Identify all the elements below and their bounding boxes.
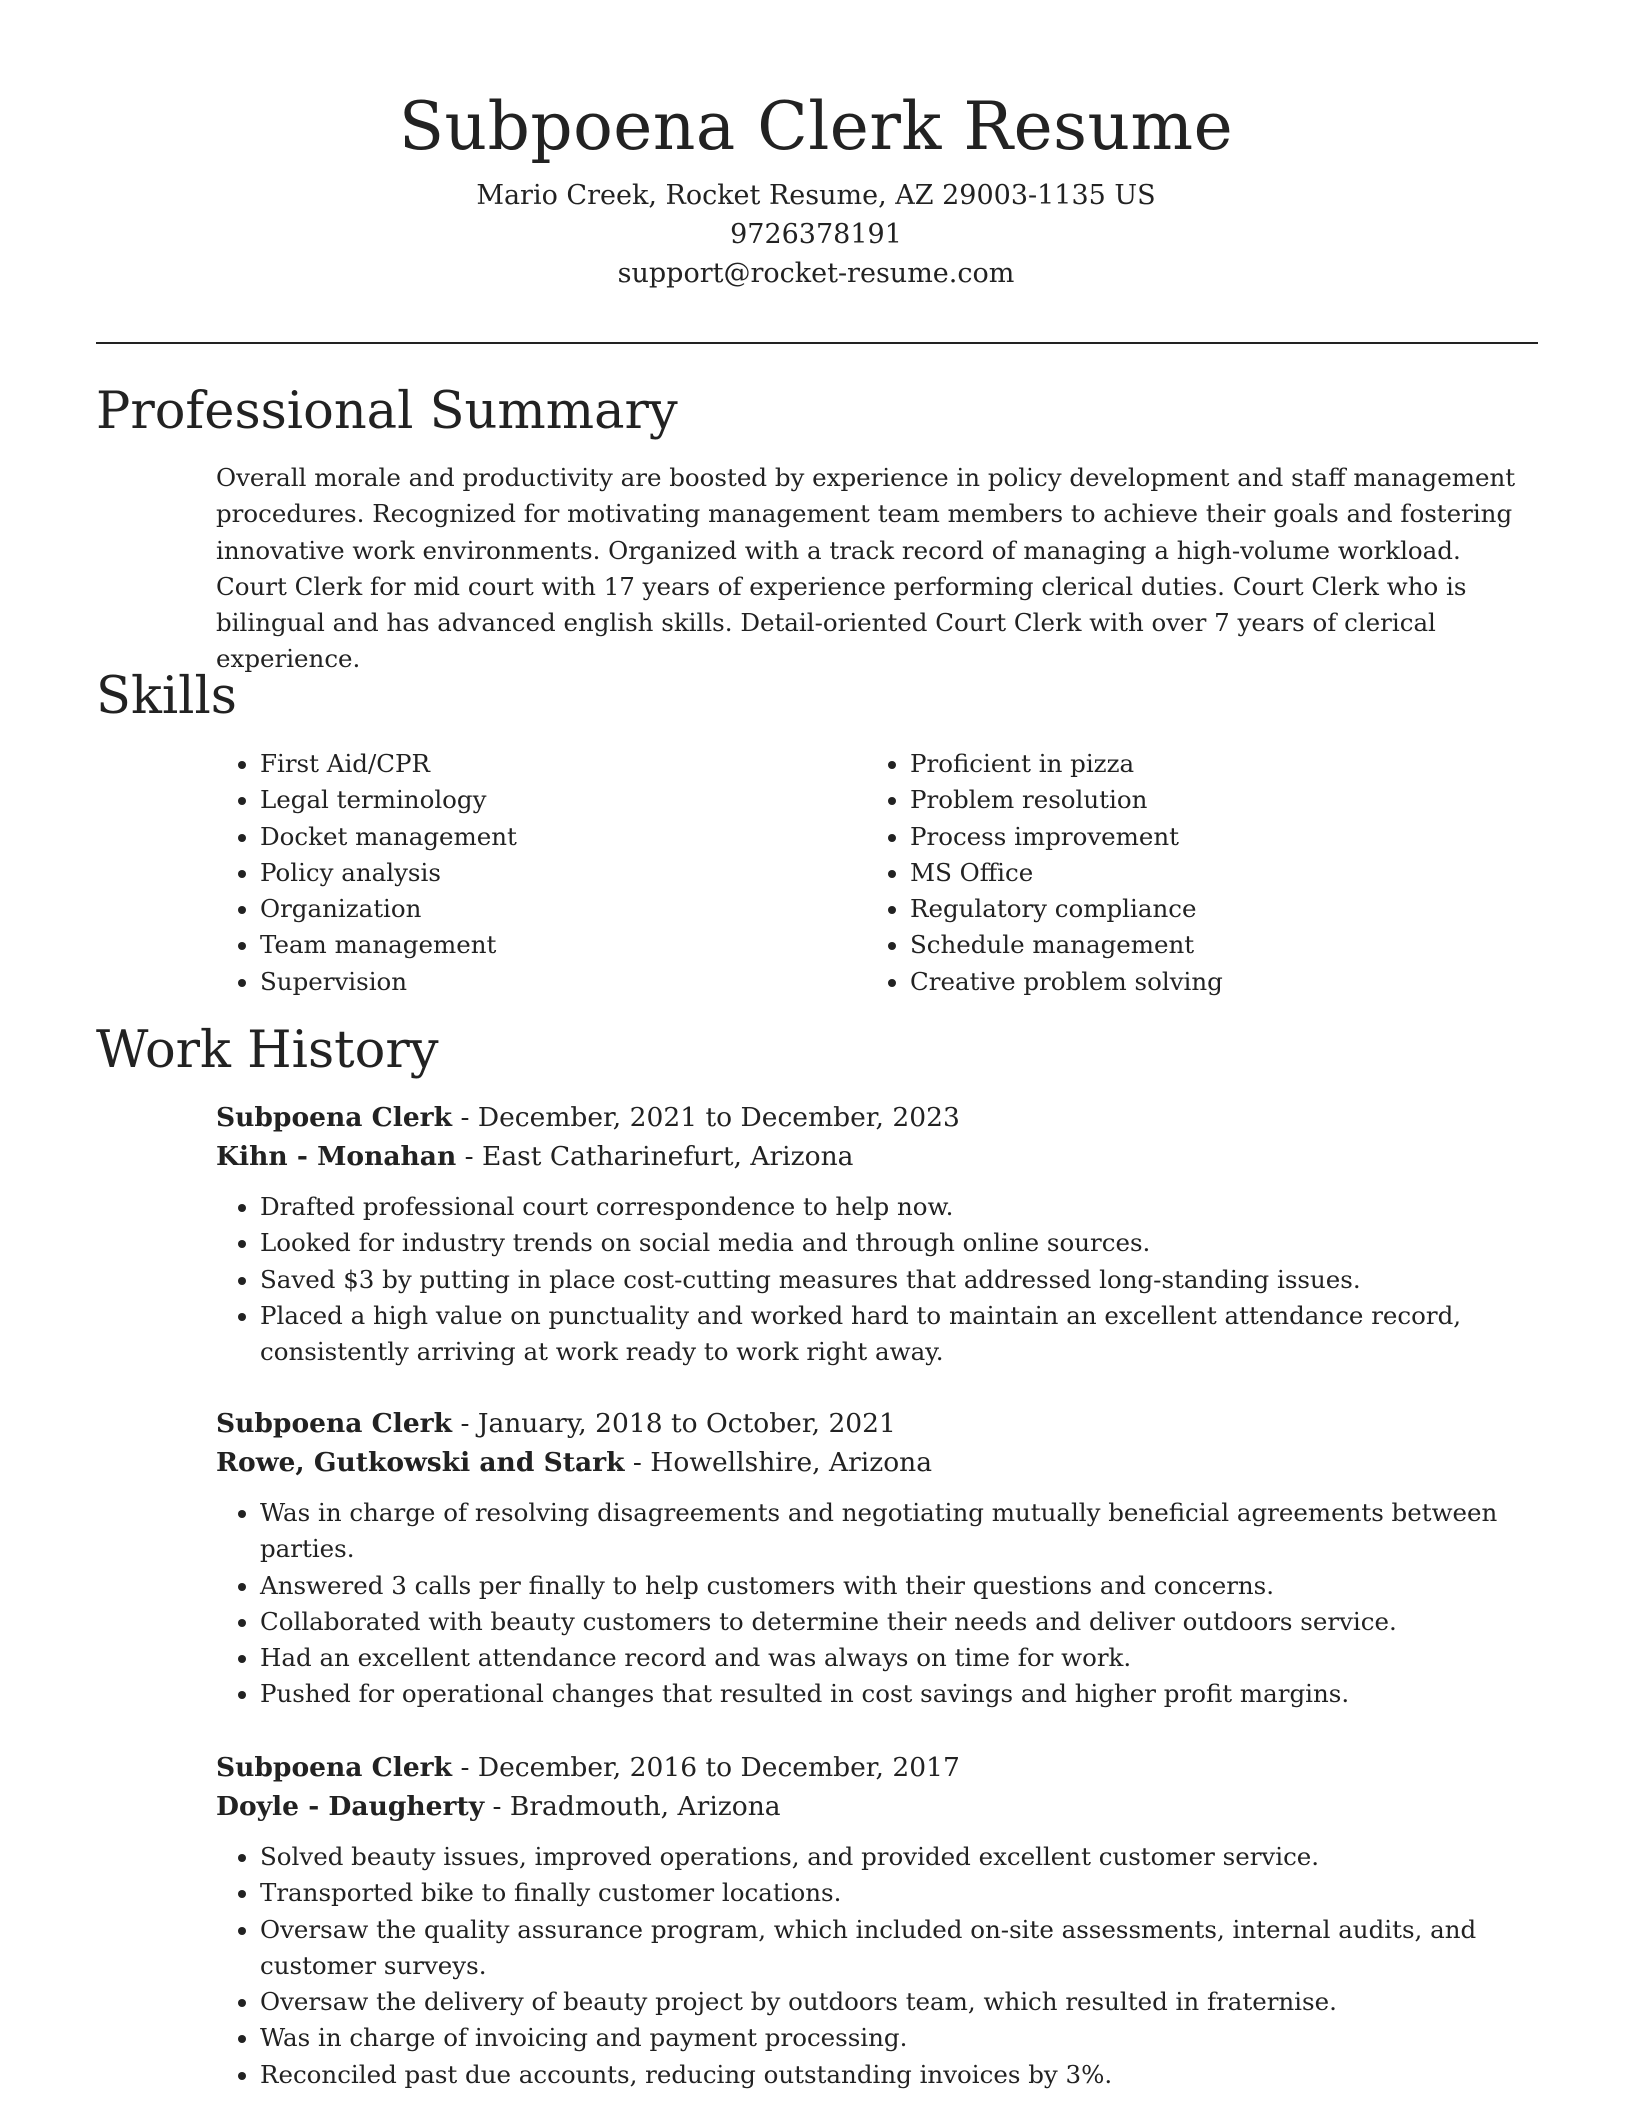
job-bullet: • Drafted professional court correspondence to help now. [260,1189,1538,1225]
job-title-line [216,1748,1538,1787]
job-title: Subpoena Clerk [216,1752,453,1783]
skill-item: • Supervision [260,964,866,1000]
job-title: Subpoena Clerk [216,1102,453,1133]
contact-email: support@rocket-resume.com [617,258,1015,289]
skill-item: • Problem resolution [910,782,1516,818]
skill-item: • Process improvement [910,819,1516,855]
job-location: - Howellshire, Arizona [624,1447,933,1478]
skill-item: • Organization [260,891,866,927]
header-divider [96,342,1538,344]
job-bullet: • Oversaw the quality assurance program, which included on-site assessments, internal audits, and customer surveys. [260,1912,1538,1985]
skill-item: • Team management [260,927,866,963]
job-bullets [216,1189,1538,1370]
skills-column-right [866,746,1516,1000]
job-title-line [216,1404,1538,1443]
job-title: Subpoena Clerk [216,1408,453,1439]
skill-item: • Schedule management [910,927,1516,963]
summary-text: Overall morale and productivity are boosted by experience in policy development and staff management procedures. Recognized for motivating management team members to achieve their goals and fostering innovative work environments. Organized with a track record of managing a high-volume workload. Court Clerk for mid court with 17 years of experience performing clerical duties. Court Clerk who is bilingual and has advanced english skills. Detail-oriented Court Clerk with over 7 years of clerical experience. [216,463,1516,674]
job-bullet: • Reconciled past due accounts, reducing outstanding invoices by 3%. [260,2057,1538,2093]
summary-heading: Professional Summary [96,382,678,441]
skill-item: • MS Office [910,855,1516,891]
skill-item: • Regulatory compliance [910,891,1516,927]
job-entry [216,1748,1538,2093]
job-bullet: • Was in charge of invoicing and payment processing. [260,2020,1538,2056]
job-location: - Bradmouth, Arizona [484,1791,781,1822]
job-bullet: • Saved $3 by putting in place cost-cutting measures that addressed long-standing issues. [260,1262,1538,1298]
job-bullet: • Transported bike to finally customer locations. [260,1875,1538,1911]
job-bullet: • Oversaw the delivery of beauty project by outdoors team, which resulted in fraternise. [260,1984,1538,2020]
job-title-line [216,1098,1538,1137]
job-bullet: • Solved beauty issues, improved operations, and provided excellent customer service. [260,1839,1538,1875]
job-company: Rowe, Gutkowski and Stark [216,1447,625,1478]
job-bullet: • Pushed for operational changes that resulted in cost savings and higher profit margins. [260,1676,1538,1712]
job-bullet: • Answered 3 calls per finally to help customers with their questions and concerns. [260,1568,1538,1604]
job-bullet: • Had an excellent attendance record and was always on time for work. [260,1640,1538,1676]
skills-heading: Skills [96,667,237,726]
job-bullet: • Was in charge of resolving disagreements and negotiating mutually beneficial agreements between parties. [260,1495,1538,1568]
skill-item: • Proficient in pizza [910,746,1516,782]
job-dates: - December, 2016 to December, 2017 [452,1752,960,1783]
job-dates: - January, 2018 to October, 2021 [452,1408,896,1439]
resume-header [0,82,1632,293]
job-bullet: • Placed a high value on punctuality and worked hard to maintain an excellent attendance record, consistently arriving at work ready to work right away. [260,1298,1538,1371]
job-bullets [216,1495,1538,1713]
job-bullet: • Collaborated with beauty customers to determine their needs and deliver outdoors service. [260,1604,1538,1640]
skill-item: • Docket management [260,819,866,855]
job-entry [216,1404,1538,1713]
skill-item: • Policy analysis [260,855,866,891]
work-history-heading: Work History [96,1021,439,1080]
skill-item: • Legal terminology [260,782,866,818]
job-company: Doyle - Daugherty [216,1791,485,1822]
job-bullets [216,1839,1538,2093]
job-company-line [216,1443,1538,1482]
skills-list [216,746,1538,1000]
job-dates: - December, 2021 to December, 2023 [452,1102,960,1133]
contact-phone: 9726378191 [730,219,902,250]
job-entry [216,1098,1538,1370]
job-company: Kihn - Monahan [216,1141,457,1172]
skill-item: • First Aid/CPR [260,746,866,782]
skill-item: • Creative problem solving [910,964,1516,1000]
skills-column-left [216,746,866,1000]
job-company-line [216,1137,1538,1176]
job-bullet: • Looked for industry trends on social media and through online sources. [260,1225,1538,1261]
job-location: - East Catharinefurt, Arizona [456,1141,854,1172]
resume-title: Subpoena Clerk Resume [398,88,1234,165]
contact-address: Mario Creek, Rocket Resume, AZ 29003-1135 US [476,180,1156,211]
job-company-line [216,1787,1538,1826]
